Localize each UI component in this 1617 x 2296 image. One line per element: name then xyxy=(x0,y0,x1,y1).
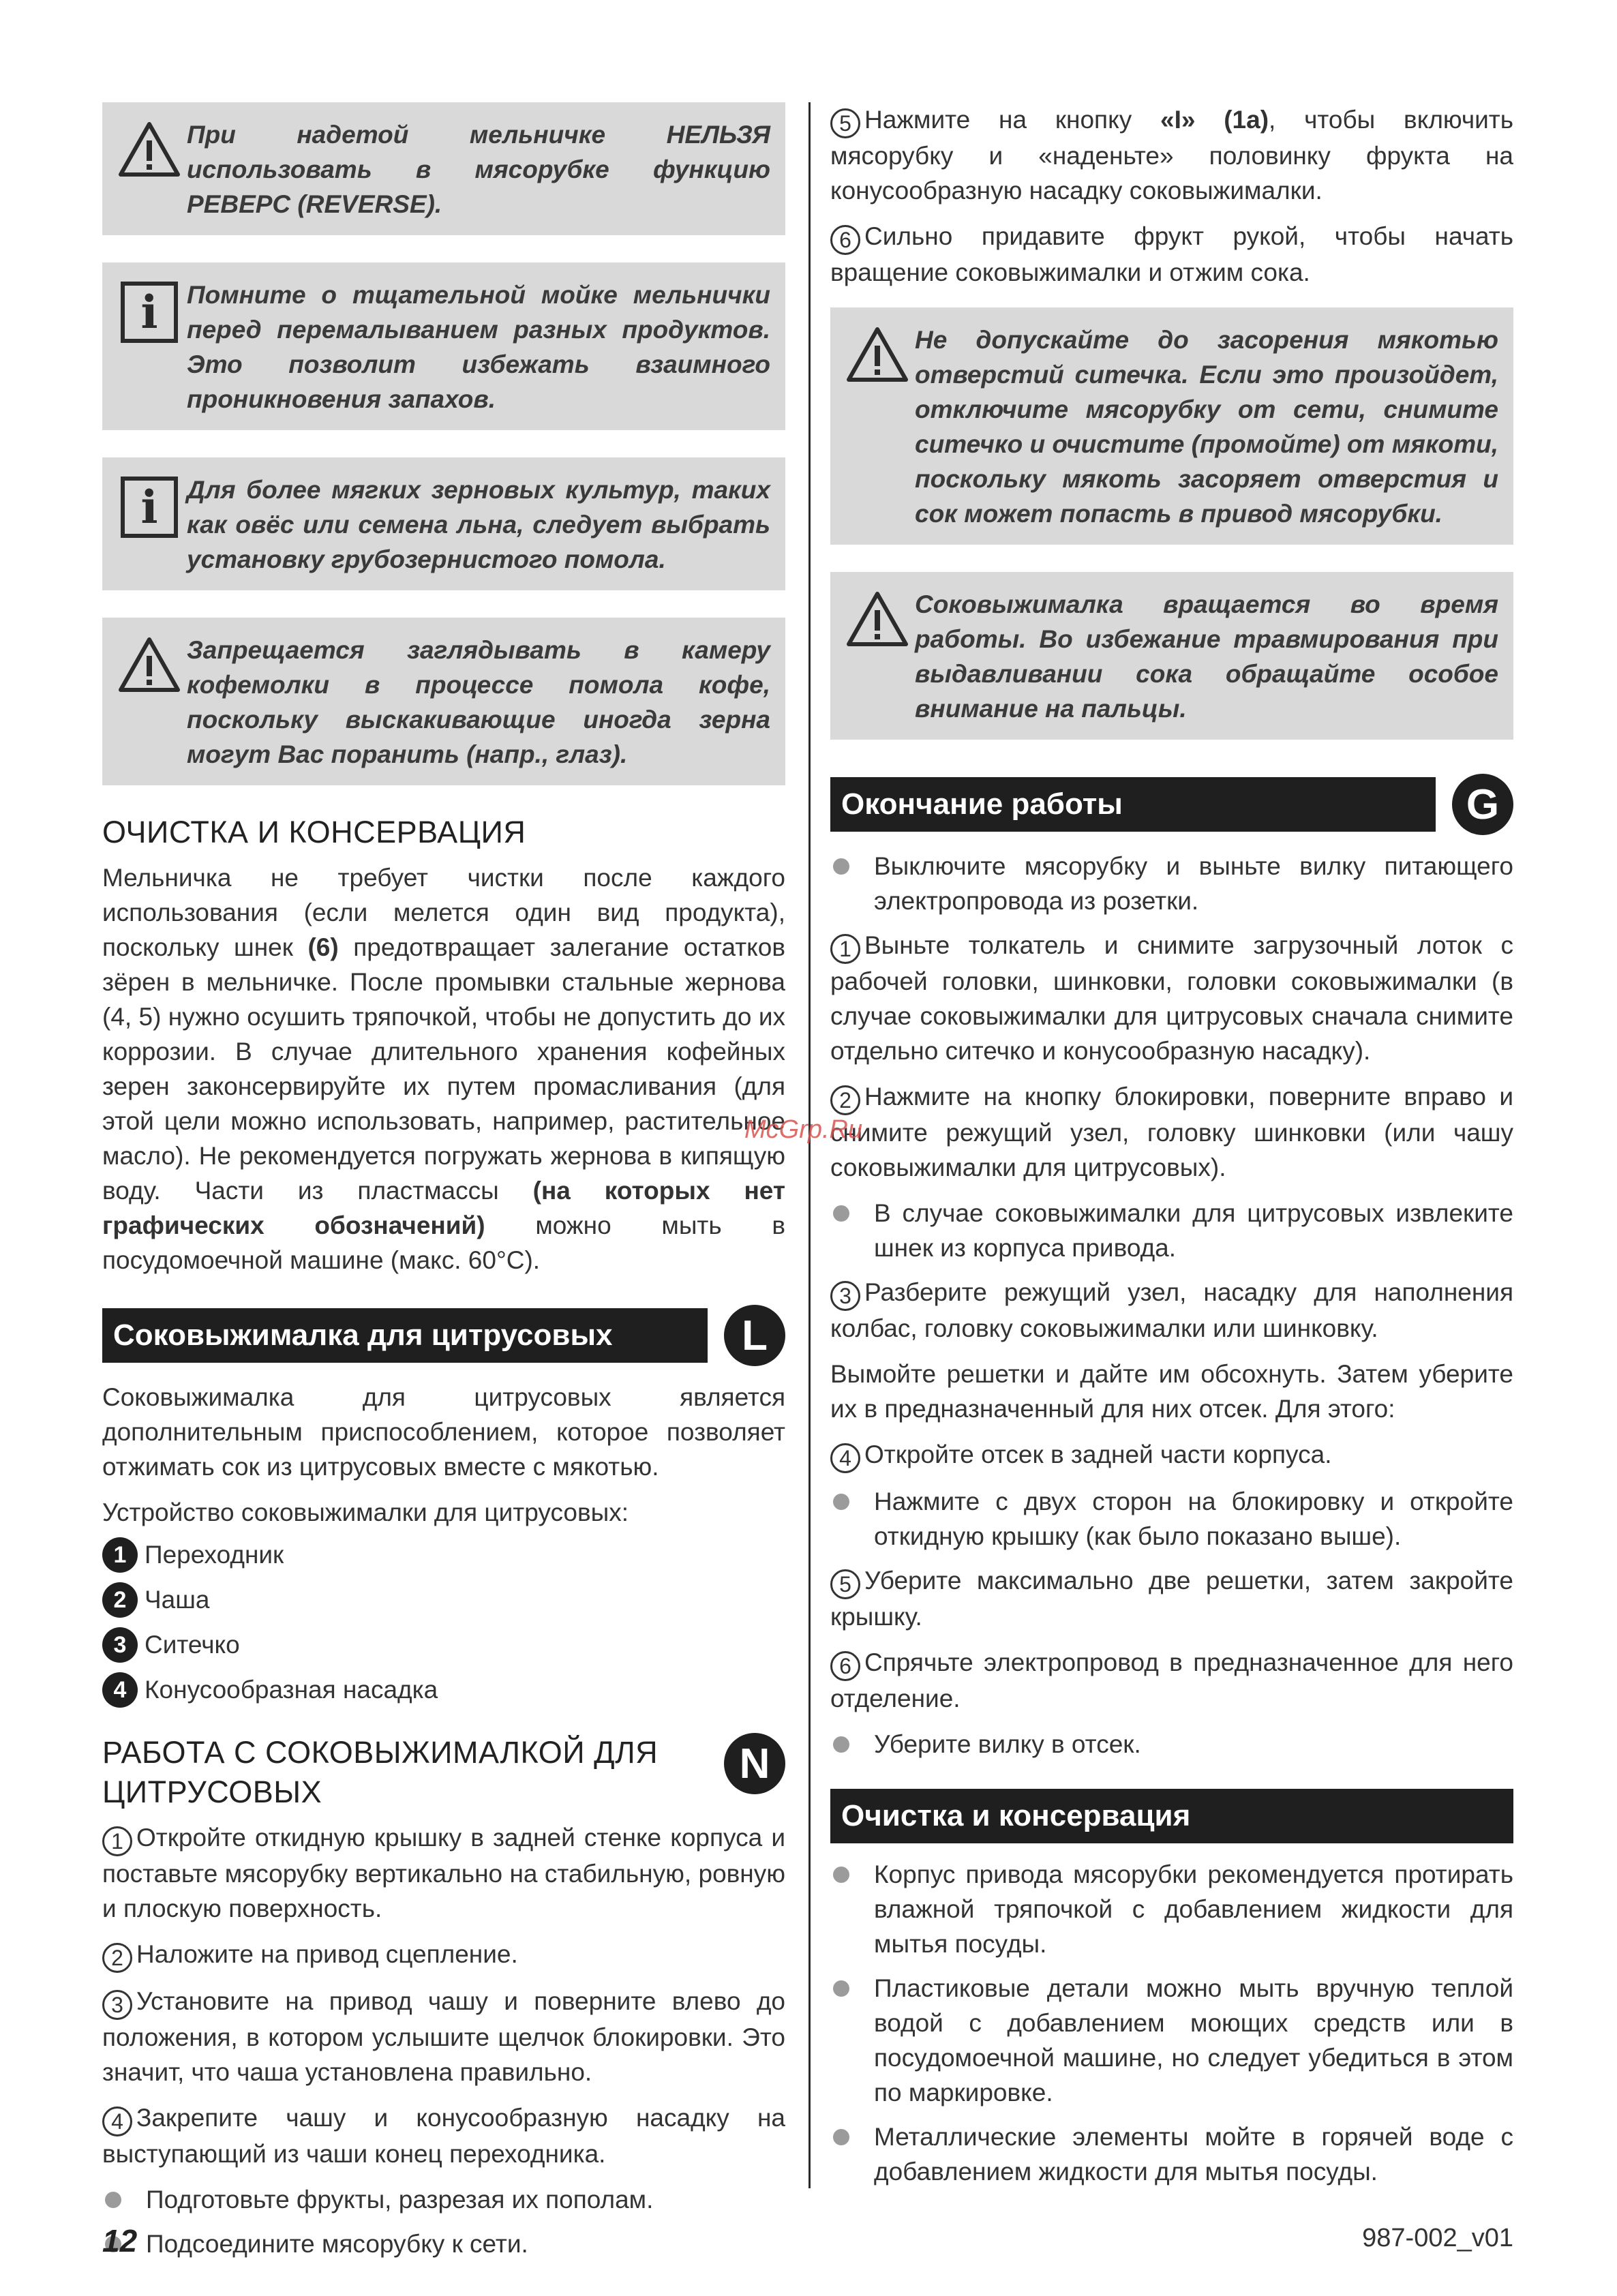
bullet-icon xyxy=(833,1494,849,1510)
end-section-header xyxy=(830,774,1513,835)
juicer-description: Соковыжималка для цитрусовых является дополнительным приспособлением, которое позволяет отжимать сок из цитрусовых вместе с мякотью. xyxy=(102,1383,785,1481)
note-text: Помните о тщательной мойке мельнички перед перемалыванием разных продуктов. Это позволит избежать взаимного проникновения запахов. xyxy=(187,281,770,413)
note-text: Запрещается заглядывать в камеру кофемолки в процессе помола кофе, поскольку выскакивающие иногда зерна могут Вас поранить (напр., глаз). xyxy=(187,636,770,768)
step: 2 Наложите на привод сцепление. xyxy=(102,1937,785,1973)
step: 2 Нажмите на кнопку блокировки, поверните вправо и снимите режущий узел, головку шинковки (или чашу соковыжималки для цитрусовых). xyxy=(830,1083,1513,1181)
work-heading-row xyxy=(102,1733,785,1820)
section-title: Очистка и консервация xyxy=(830,1789,1513,1843)
work-heading: РАБОТА С СОКОВЫЖИМАЛКОЙ ДЛЯ ЦИТРУСОВЫХ xyxy=(102,1735,659,1809)
bullet-item: Выключите мясорубку и выньте вилку питающего электропровода из розетки. xyxy=(830,849,1513,918)
bullet-icon xyxy=(833,1736,849,1753)
paragraph: Вымойте решетки и дайте им обсохнуть. Затем уберите их в предназначенный для них отсек. Для этого: xyxy=(830,1360,1513,1423)
section-title: Соковыжималка для цитрусовых xyxy=(102,1308,708,1363)
note-text: Не допускайте до засорения мякотью отверстий ситечка. Если это произойдет, отключите мясорубку от сети, снимите ситечко и очистите (промойте) от мякоти, поскольку мякоть засоряет отверстия и сок может попасть в привод мясорубки. xyxy=(915,326,1498,528)
number-badge: 1 xyxy=(102,1537,138,1573)
watermark: McGrp.Ru xyxy=(744,1115,863,1144)
bullet-item: Металлические элементы мойте в горячей воде с добавлением жидкости для мытья посуды. xyxy=(830,2119,1513,2189)
bullet-icon xyxy=(833,1867,849,1883)
warning-icon xyxy=(112,117,187,177)
bullet-icon xyxy=(833,1980,849,1997)
section-title: Окончание работы xyxy=(830,777,1436,832)
right-column xyxy=(830,102,1513,2199)
juicer-parts-intro: Устройство соковыжималки для цитрусовых: xyxy=(102,1498,629,1526)
note-text: При надетой мельничке НЕЛЬЗЯ использовать в мясорубке функцию РЕВЕРС (REVERSE). xyxy=(187,121,770,218)
info-icon: i xyxy=(121,477,178,538)
step: 1 Откройте откидную крышку в задней стенке корпуса и поставьте мясорубку вертикально на стабильную, ровную и плоскую поверхность. xyxy=(102,1824,785,1922)
warning-note xyxy=(102,102,785,235)
list-item: 4 Конусообразная насадка xyxy=(102,1667,785,1712)
info-note xyxy=(102,457,785,590)
cleaning-paragraph: Мельничка не требует чистки после каждого использования (если мелется один вид продукта), поскольку шнек (6) предотвращает залегание остатков зёрен в мельничке. После промывки стальные жернова (4, 5) нужно осушить тряпочкой, чтобы не допустить до их коррозии. В случае длительного хранения кофейных зерен законсервируйте их путем промасливания (для этой цели можно использовать, например, растительное масло). Не рекомендуется погружать жернова в кипящую воду. Части из пластмассы (на которых нет графических обозначений) можно мыть в посудомоечной машине (макс. 60°C). xyxy=(102,864,785,1274)
column-divider xyxy=(808,102,811,2188)
left-column xyxy=(102,102,785,2271)
bullet-item: Подготовьте фрукты, разрезая их пополам. xyxy=(102,2182,785,2217)
bullet-icon xyxy=(105,2192,121,2208)
step: 1 Выньте толкатель и снимите загрузочный лоток с рабочей головки, шинковки, головки соковыжималки (в случае соковыжималки для цитрусовых сначала снимите отдельно ситечко и конусообразную насадку). xyxy=(830,931,1513,1065)
bullet-icon xyxy=(833,858,849,875)
warning-note xyxy=(830,572,1513,740)
number-badge: 4 xyxy=(102,1672,138,1708)
step: 4 Откройте отсек в задней части корпуса. xyxy=(830,1437,1513,1473)
step: 6 Сильно придавите фрукт рукой, чтобы начать вращение соковыжималки и отжим сока. xyxy=(830,222,1513,286)
bullet-item: Уберите вилку в отсек. xyxy=(830,1727,1513,1762)
info-note xyxy=(102,262,785,430)
page-number: 12 xyxy=(102,2223,138,2259)
clean-section-header xyxy=(830,1789,1513,1843)
note-text: Для более мягких зерновых культур, таких как овёс или семена льна, следует выбрать установку грубозернистого помола. xyxy=(187,476,770,573)
bullet-icon xyxy=(833,1205,849,1222)
bullet-icon xyxy=(833,2129,849,2145)
step: 3 Установите на привод чашу и поверните влево до положения, в котором услышите щелчок блокировки. Это значит, что чаша установлена правильно. xyxy=(102,1987,785,2086)
note-text: Соковыжималка вращается во время работы. Во избежание травмирования при выдавливании сока обращайте особое внимание на пальцы. xyxy=(915,590,1498,723)
step: 5 Нажмите на кнопку «I» (1a), чтобы включить мясорубку и «наденьте» половинку фрукта на конусообразную насадку соковыжималки. xyxy=(830,106,1514,205)
warning-note xyxy=(830,307,1513,545)
info-icon: i xyxy=(121,282,178,343)
number-badge: 2 xyxy=(102,1582,138,1618)
bullet-item: Корпус привода мясорубки рекомендуется протирать влажной тряпочкой с добавлением жидкости для мытья посуды. xyxy=(830,1857,1513,1961)
warning-note xyxy=(102,618,785,785)
step: 5 Уберите максимально две решетки, затем закройте крышку. xyxy=(830,1567,1513,1631)
list-item: 1 Переходник xyxy=(102,1532,785,1577)
juicer-section-header xyxy=(102,1305,785,1366)
warning-icon xyxy=(112,633,187,693)
list-item: 3 Ситечко xyxy=(102,1622,785,1667)
cleaning-heading: ОЧИСТКА И КОНСЕРВАЦИЯ xyxy=(102,815,526,849)
warning-icon xyxy=(840,322,915,382)
section-badge: L xyxy=(724,1305,785,1366)
bullet-item: Пластиковые детали можно мыть вручную теплой водой с добавлением моющих средств или в посудомоечной машине, но следует убедиться в этом по маркировке. xyxy=(830,1971,1513,2110)
step: 6 Спрячьте электропровод в предназначенное для него отделение. xyxy=(830,1648,1513,1712)
section-badge: G xyxy=(1452,774,1513,835)
parts-list xyxy=(102,1532,785,1712)
bullet-item: Нажмите с двух сторон на блокировку и откройте откидную крышку (как было показано выше). xyxy=(830,1484,1513,1554)
warning-icon xyxy=(840,587,915,647)
step: 4 Закрепите чашу и конусообразную насадку на выступающий из чаши конец переходника. xyxy=(102,2104,785,2168)
step: 3 Разберите режущий узел, насадку для наполнения колбас, головку соковыжималки или шинковку. xyxy=(830,1278,1513,1342)
bullet-item: В случае соковыжималки для цитрусовых извлеките шнек из корпуса привода. xyxy=(830,1196,1513,1265)
document-code: 987-002_v01 xyxy=(1362,2224,1513,2252)
list-item: 2 Чаша xyxy=(102,1577,785,1622)
number-badge: 3 xyxy=(102,1627,138,1663)
bullet-item: Подсоедините мясорубку к сети. xyxy=(102,2226,785,2261)
section-badge: N xyxy=(724,1733,785,1794)
